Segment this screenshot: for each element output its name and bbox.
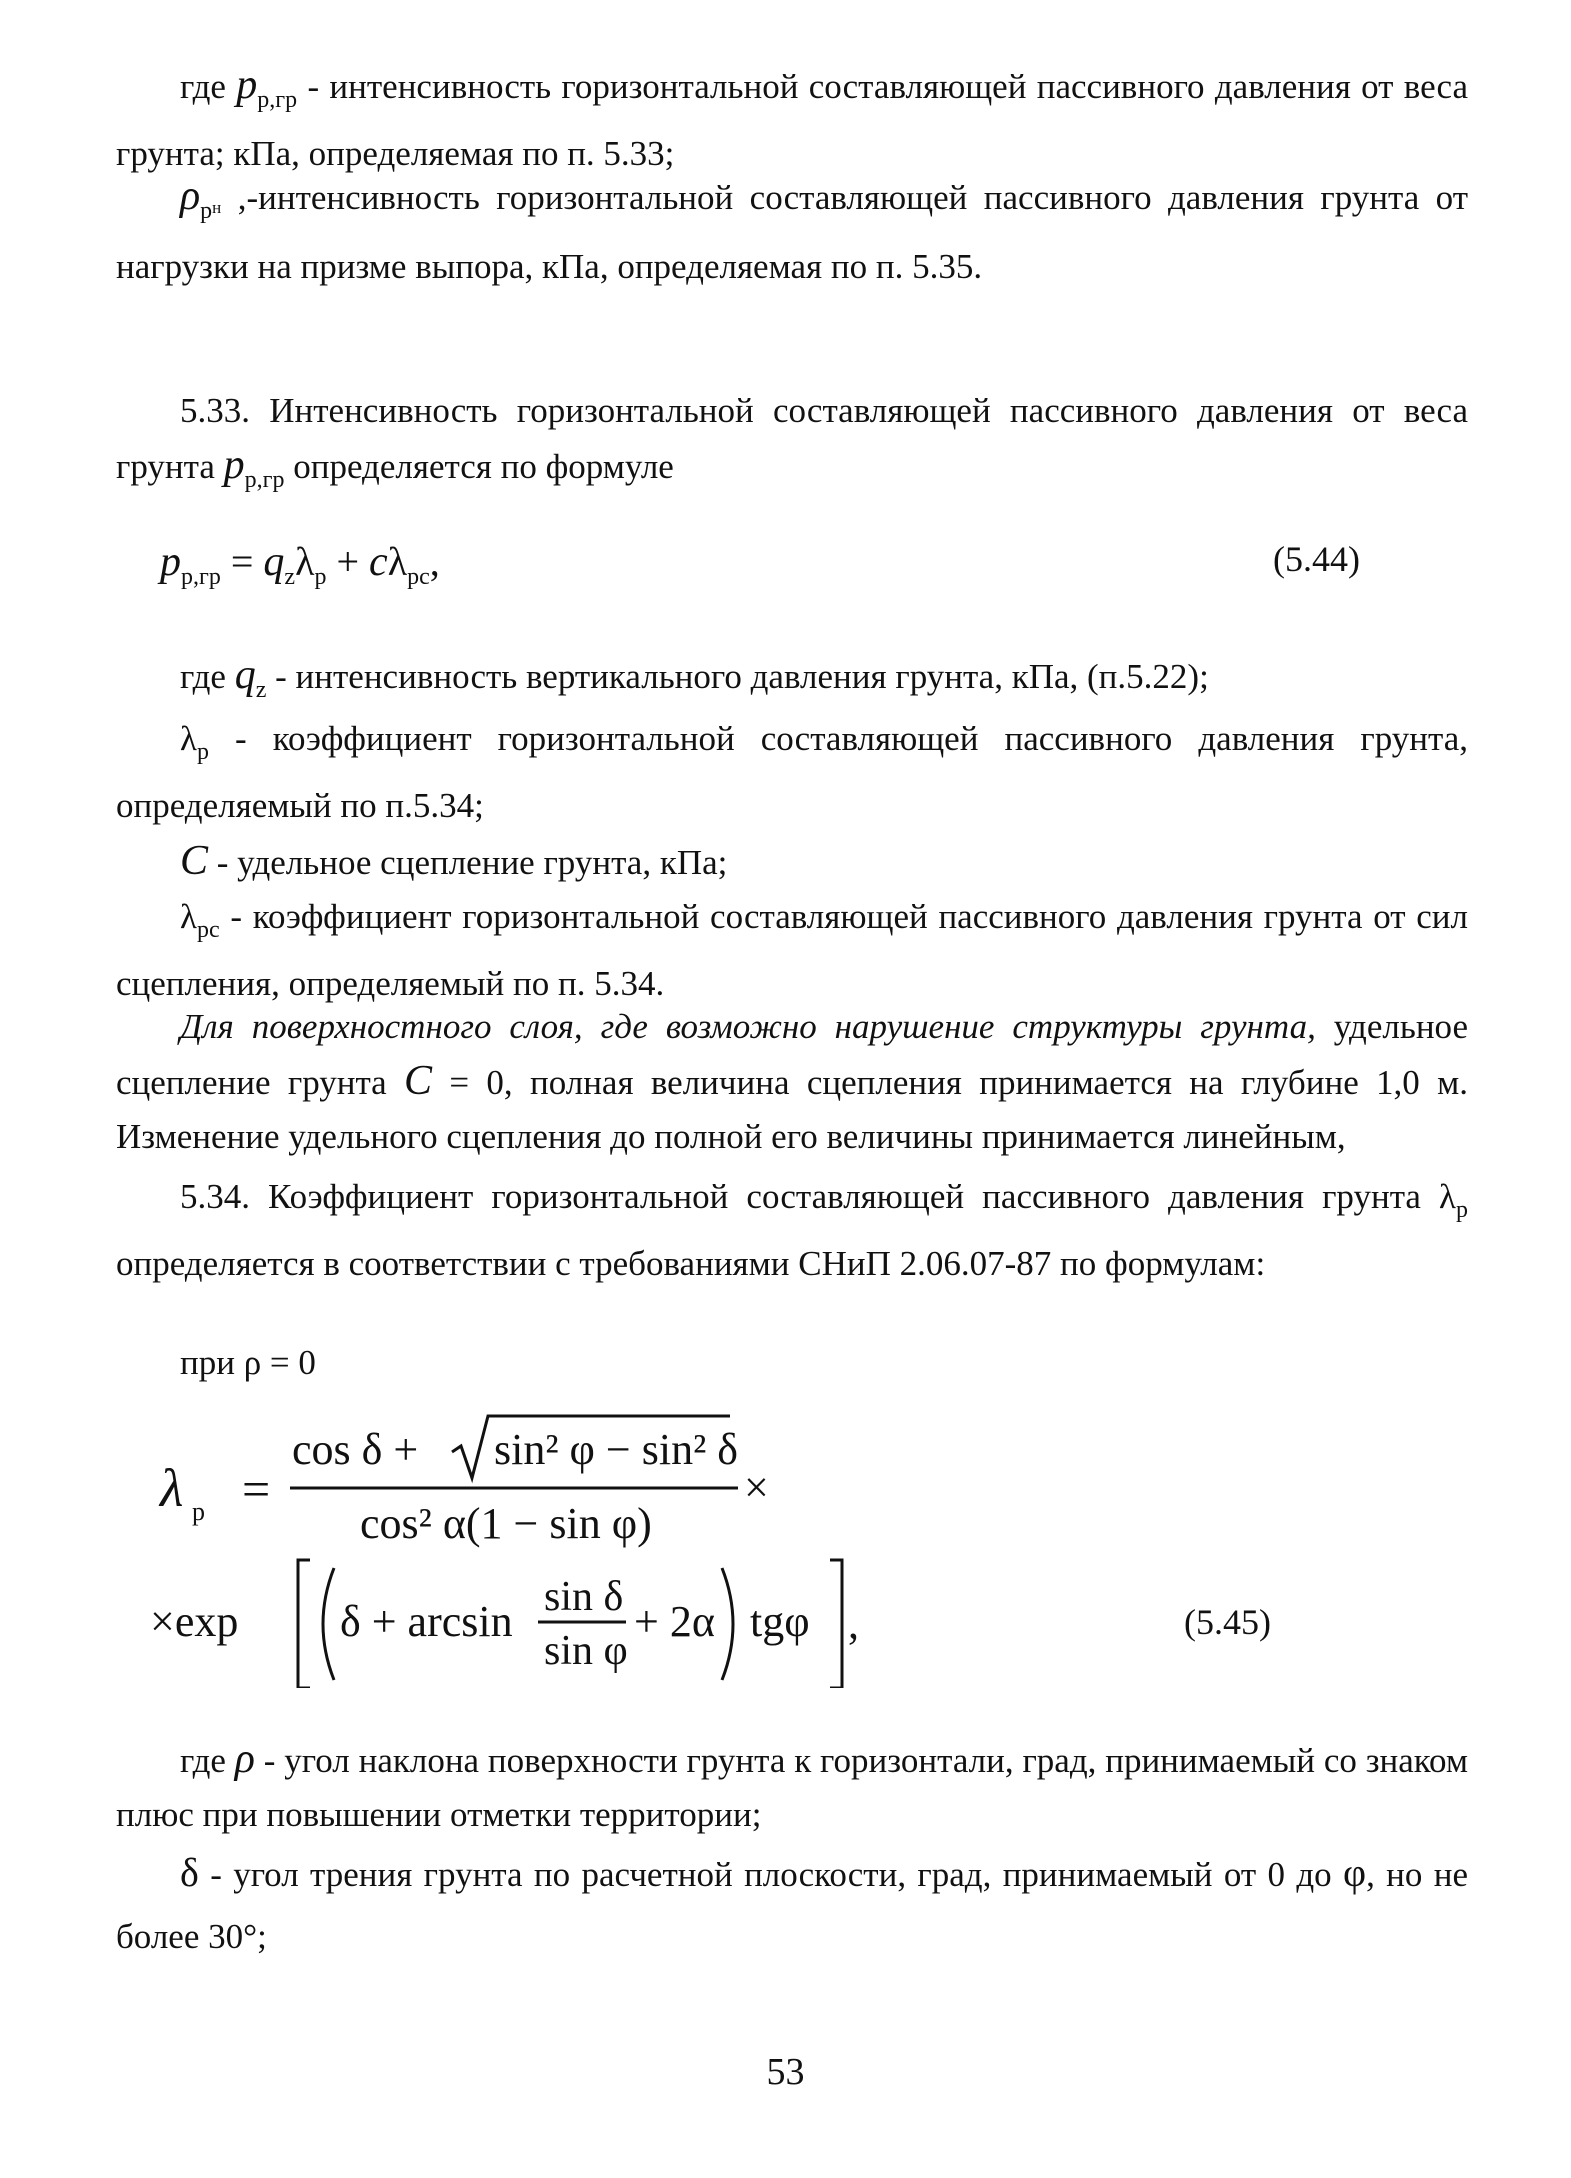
- subscript: р,гр: [257, 87, 298, 113]
- definition-text: - удельное сцепление грунта, кПа;: [216, 843, 728, 882]
- symbol-c: C: [180, 838, 209, 884]
- formula-tg: tgφ: [750, 1597, 810, 1646]
- subscript: р: [200, 198, 213, 224]
- symbol-rho: ρ: [234, 1736, 255, 1782]
- formula-svg: [150, 1398, 1350, 1688]
- eq-lambda-2: λ: [387, 539, 408, 584]
- definition-lambda-p: [116, 712, 1468, 833]
- formula-num-root: sin² φ − sin² δ: [494, 1425, 739, 1474]
- definition-lambda-pc: [116, 890, 1468, 1011]
- definition-p-pgr: [116, 58, 1468, 181]
- symbol-c: C: [404, 1058, 433, 1104]
- formula-frac-num: sin δ: [544, 1574, 624, 1620]
- eq-q-sub: z: [284, 564, 296, 590]
- formula-equals: =: [242, 1461, 271, 1517]
- subscript: р: [1456, 1197, 1468, 1223]
- eq-lambda2-sub: рс: [407, 564, 430, 590]
- equation-number: (5.45): [1184, 1602, 1271, 1642]
- eq-q: q: [263, 539, 285, 585]
- eq-tail: ,: [429, 539, 440, 584]
- left-paren: [323, 1568, 334, 1680]
- formula-den: cos² α(1 − sin φ): [360, 1499, 652, 1548]
- definition-text: - интенсивность вертикального давления грунта, кПа, (п.5.22);: [275, 657, 1209, 696]
- symbol-p: p: [223, 442, 245, 488]
- symbol-lambda: λ: [180, 897, 197, 936]
- subscript: z: [255, 677, 267, 703]
- section-5-34: [116, 1170, 1468, 1291]
- formula-comma: ,: [848, 1599, 859, 1648]
- formula-frac-den: sin φ: [544, 1628, 628, 1674]
- definition-text: - коэффициент горизонтальной составляющей пассивного давления грунта, определяемый по п.5.34;: [116, 719, 1468, 825]
- sub-subscript: н: [212, 198, 222, 217]
- formula-times: ×: [744, 1463, 769, 1512]
- symbol-delta: δ: [180, 1850, 199, 1895]
- definition-text: - угол трения грунта по расчетной плоскости, град, принимаемый от 0 до: [210, 1855, 1332, 1894]
- page-number: 53: [766, 2051, 805, 2093]
- symbol-lambda: λ: [180, 719, 197, 758]
- definition-delta: [116, 1842, 1468, 1968]
- section-text-end: определяется в соответствии с требованиями СНиП 2.06.07-87 по формулам:: [116, 1244, 1266, 1283]
- right-paren: [722, 1568, 733, 1680]
- formula-num-cos: cos δ +: [292, 1425, 419, 1474]
- symbol-phi: φ: [1343, 1850, 1367, 1895]
- note-text-end: = 0, полная величина сцепления принимается на глубине 1,0 м. Изменение удельного сцепления до полной его величины принимается линейным,: [116, 1063, 1468, 1156]
- eq-sign: =: [220, 539, 264, 584]
- eq-lhs: p: [160, 539, 181, 585]
- lead-word: где: [180, 657, 226, 696]
- eq-plus: +: [326, 539, 370, 584]
- right-bracket: [830, 1560, 842, 1688]
- lead-word: где: [180, 67, 226, 106]
- definition-rho-pn: [116, 168, 1468, 295]
- eq-c: c: [369, 539, 388, 585]
- italic-text: Для поверхностного слоя, где возможно нарушение структуры грунта,: [180, 1007, 1316, 1046]
- definition-text: ,-интенсивность горизонтальной составляющей пассивного давления грунта от нагрузки на призме выпора, кПа, определяемая по п. 5.35.: [116, 178, 1469, 286]
- section-5-33: [116, 384, 1468, 507]
- section-text: 5.33. Интенсивность горизонтальной составляющей пассивного давления от веса грунта: [116, 391, 1468, 486]
- definition-text: - угол наклона поверхности грунта к горизонтали, град, принимаемый со знаком плюс при повышении отметки территории;: [116, 1741, 1468, 1834]
- definition-qz: [116, 648, 1468, 717]
- left-bracket: [298, 1560, 310, 1688]
- symbol-rho: ρ: [180, 173, 201, 219]
- formula-lambda: λ: [160, 1458, 184, 1518]
- section-text: 5.34. Коэффициент горизонтальной составляющей пассивного давления грунта: [180, 1177, 1421, 1216]
- formula-lambda-sub: р: [192, 1497, 205, 1526]
- lead-word: где: [180, 1741, 226, 1780]
- definition-c: [116, 834, 1468, 890]
- condition-rho-zero: при ρ = 0: [180, 1343, 316, 1382]
- note-text: удельное сцепление грунта: [116, 1007, 1469, 1102]
- definition-text-end: , но не более 30°;: [116, 1855, 1469, 1956]
- definition-text: - интенсивность горизонтальной составляющей пассивного давления от веса грунта; кПа, определяемая по п. 5.33;: [116, 67, 1469, 173]
- symbol-lambda: λ: [1439, 1177, 1456, 1216]
- formula-plus-2a: + 2α: [634, 1597, 715, 1646]
- subscript: р,гр: [244, 467, 285, 493]
- formula-delta-arcsin: δ + arcsin: [340, 1597, 513, 1646]
- subscript: р: [196, 739, 209, 765]
- eq-lambda: λ: [295, 539, 315, 584]
- definition-text: - коэффициент горизонтальной составляющей пассивного давления грунта от сил сцепления, определяемый по п. 5.34.: [116, 897, 1468, 1003]
- section-text-end: определяется по формуле: [293, 447, 674, 486]
- symbol-q: q: [234, 652, 256, 698]
- equation-number: (5.44): [1273, 539, 1360, 579]
- note-surface-layer: [116, 1000, 1468, 1164]
- eq-lhs-sub: р,гр: [181, 564, 221, 590]
- symbol-p: p: [236, 62, 258, 108]
- equation-5-44: [160, 538, 1360, 591]
- definition-rho: [116, 1732, 1468, 1842]
- equation-5-45: [150, 1398, 1350, 1688]
- eq-lambda-sub: р: [314, 564, 327, 590]
- subscript: рс: [196, 917, 220, 943]
- formula-exp: ×exp: [150, 1597, 239, 1646]
